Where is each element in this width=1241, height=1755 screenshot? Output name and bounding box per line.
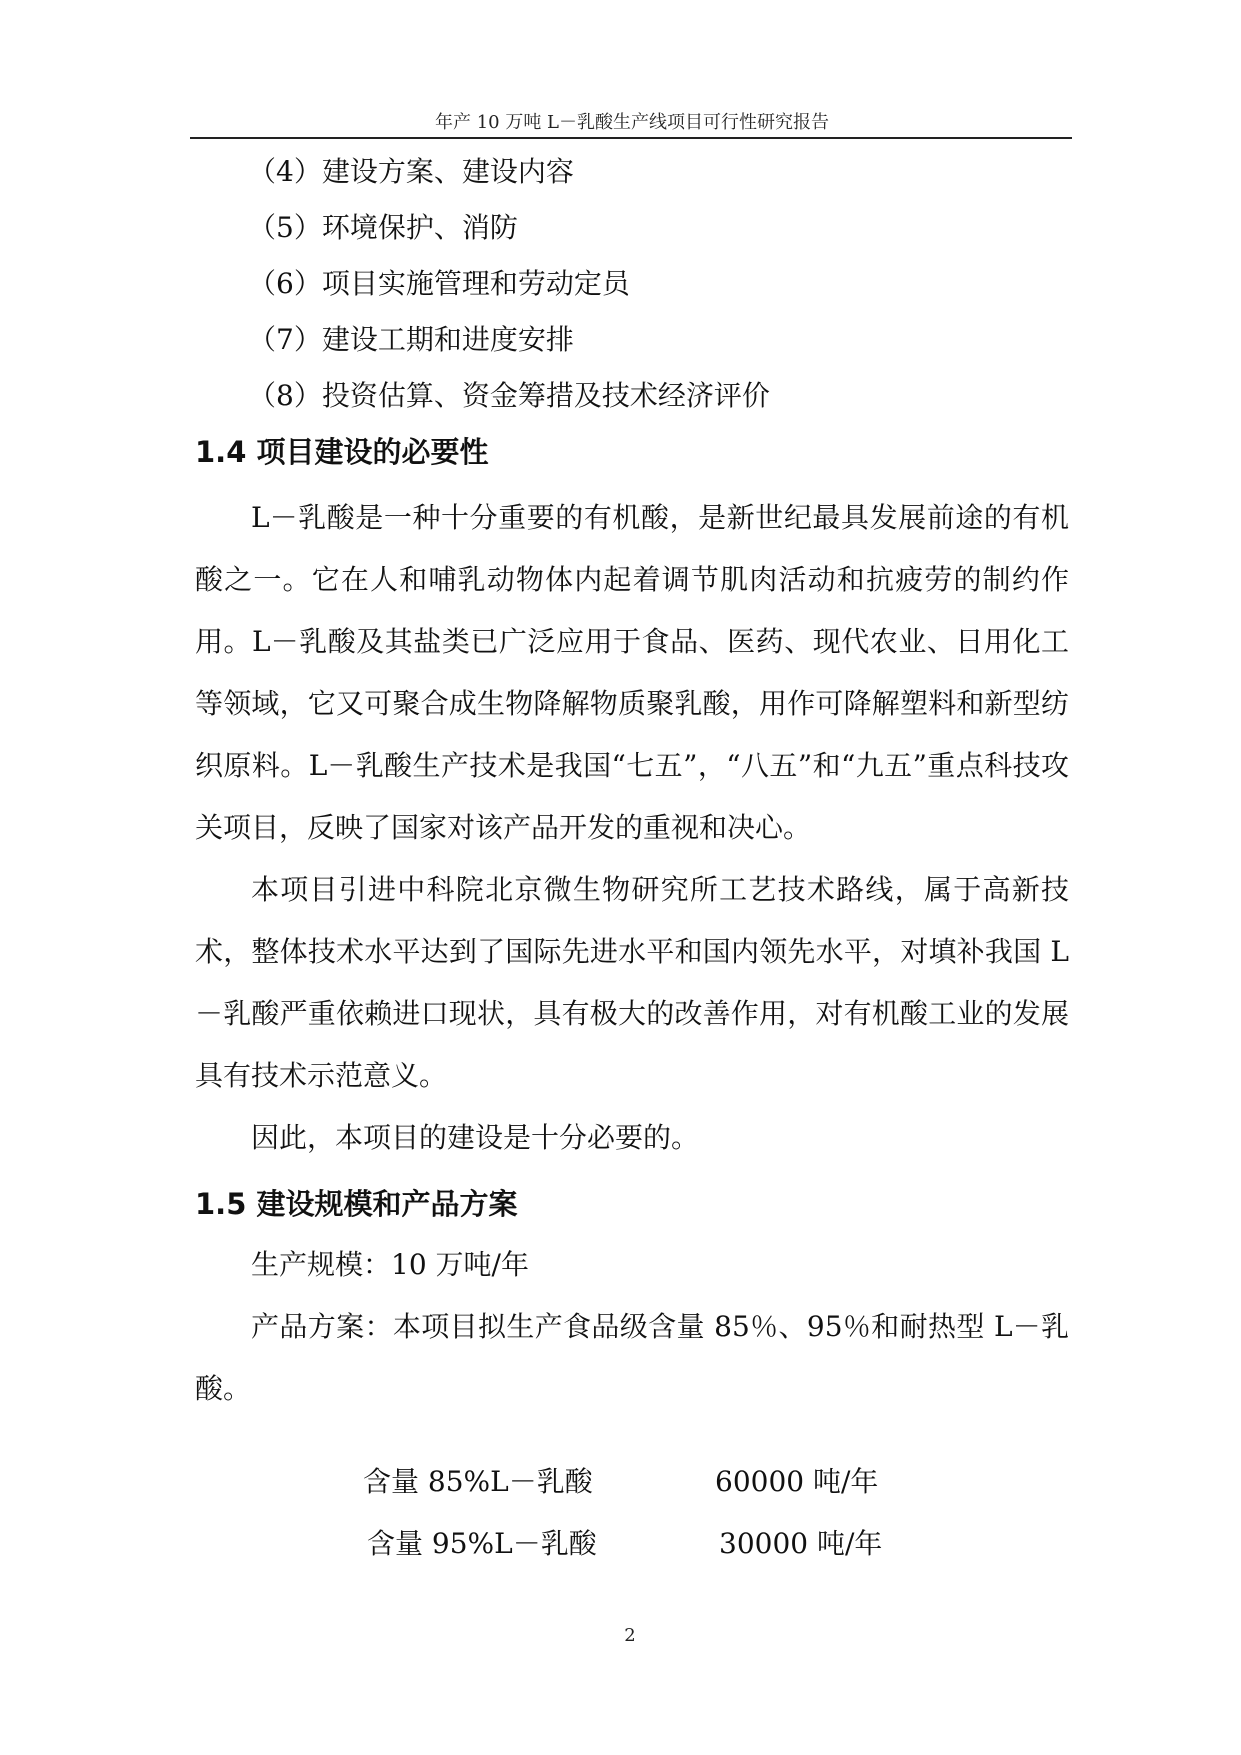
section-heading: 1.5 建设规模和产品方案 — [195, 1187, 518, 1221]
list-item: （4）建设方案、建设内容 — [248, 155, 574, 188]
list-item: （8）投资估算、资金筹措及技术经济评价 — [248, 379, 770, 412]
list-item: （5）环境保护、消防 — [248, 211, 518, 244]
paragraph: 本项目引进中科院北京微生物研究所工艺技术路线，属于高新技术，整体技术水平达到了国际先进水平和国内领先水平，对填补我国 L－乳酸严重依赖进口现状，具有极大的改善作用，对有机酸工业的发展具有技术示范意义。 — [195, 873, 1069, 1092]
list-item: （7）建设工期和进度安排 — [248, 323, 574, 356]
header-rule — [190, 137, 1072, 139]
product-name: 含量 95%L－乳酸 — [367, 1527, 597, 1560]
paragraph: L－乳酸是一种十分重要的有机酸，是新世纪最具发展前途的有机酸之一。它在人和哺乳动物体内起着调节肌肉活动和抗疲劳的制约作用。L－乳酸及其盐类已广泛应用于食品、医药、现代农业、日用化工等领域，它又可聚合成生物降解物质聚乳酸，用作可降解塑料和新型纺织原料。L－乳酸生产技术是我国“七五”，“八五”和“九五”重点科技攻关项目，反映了国家对该产品开发的重视和决心。 — [195, 501, 1069, 844]
product-quantity: 60000 吨/年 — [715, 1465, 879, 1498]
paragraph: 因此，本项目的建设是十分必要的。 — [251, 1121, 700, 1154]
section-heading: 1.4 项目建设的必要性 — [195, 435, 489, 469]
production-scale: 生产规模：10 万吨/年 — [251, 1248, 529, 1281]
list-item: （6）项目实施管理和劳动定员 — [248, 267, 630, 300]
product-plan: 产品方案：本项目拟生产食品级含量 85％、95％和耐热型 L－乳酸。 — [195, 1310, 1069, 1405]
page-number: 2 — [624, 1625, 636, 1646]
product-name: 含量 85%L－乳酸 — [363, 1465, 593, 1498]
running-header: 年产 10 万吨 L－乳酸生产线项目可行性研究报告 — [434, 112, 830, 133]
product-quantity: 30000 吨/年 — [719, 1527, 883, 1560]
